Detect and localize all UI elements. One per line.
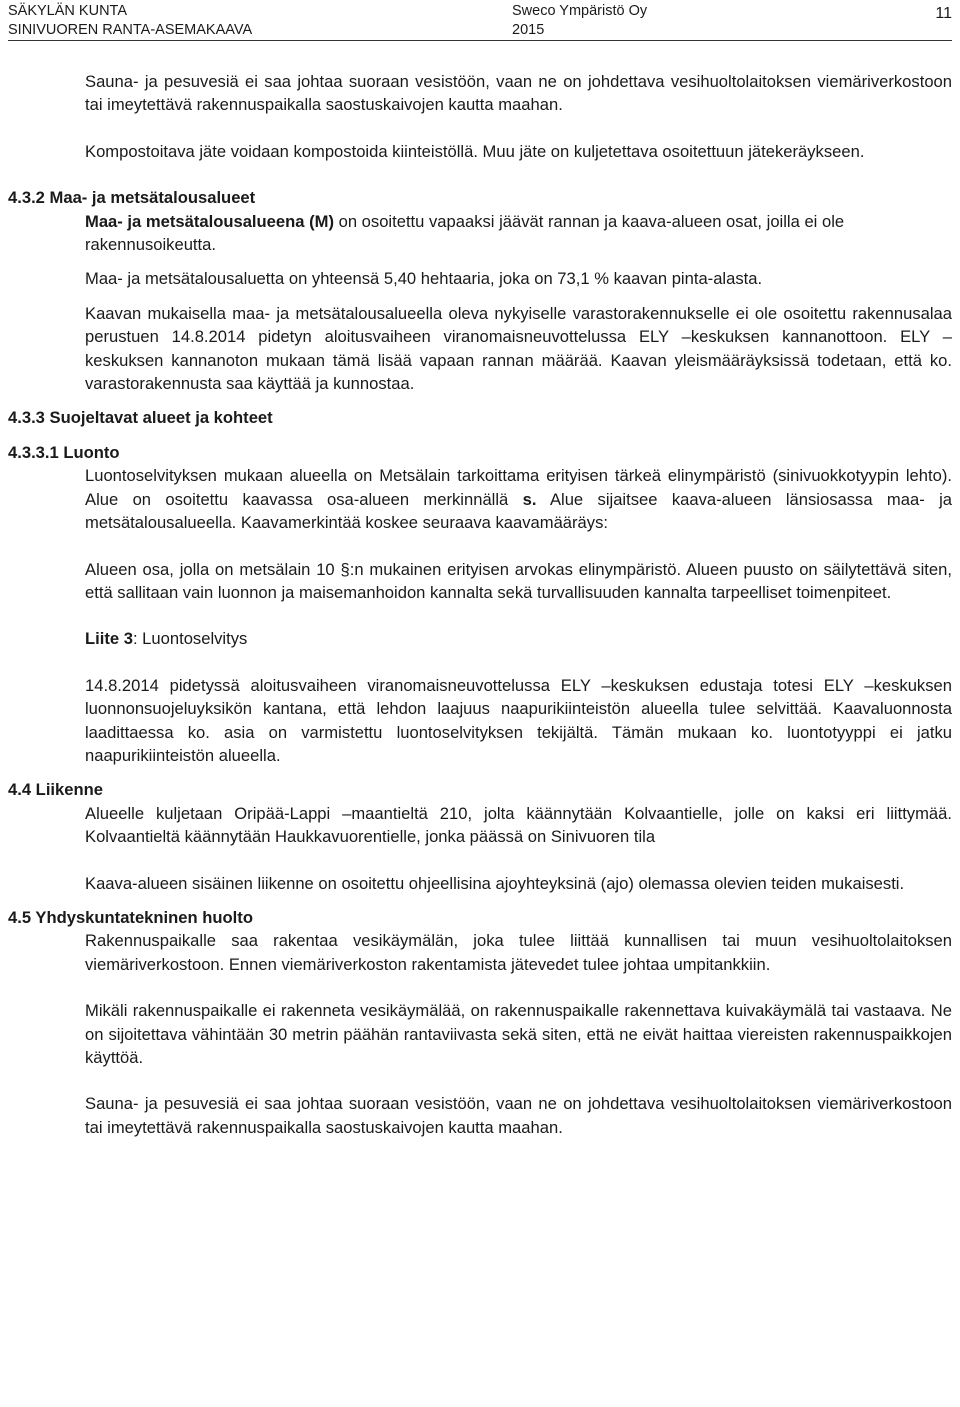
bold-marking-s: s. (522, 489, 537, 509)
paragraph-plan-regulation: Alueen osa, jolla on metsälain 10 §:n mukainen erityisen arvokas elinympäristö. Alueen puusto on säilytettävä siten, että sallitaan vain luonnon ja maisemanhoidon kannalta sekä turvallisuuden kannalta tarpeelliset toimenpiteet. (85, 559, 952, 602)
paragraph-sauna-water-2: Sauna- ja pesuvesiä ei saa johtaa suoraan vesistöön, vaan ne on johdettava vesihuoltolaitoksen viemäriverkostoon tai imeytettävä rakennuspaikalla saostuskaivojen kautta maahan. (85, 1094, 952, 1137)
heading-4-3-3-1: 4.3.3.1 Luonto (8, 442, 120, 462)
attachment-label: Liite 3 (85, 629, 133, 649)
heading-4-3-2: 4.3.2 Maa- ja metsätalousalueet (8, 188, 256, 208)
paragraph-m-area: Maa- ja metsätalousalueena (M) on osoitettu vapaaksi jäävät rannan ja kaava-alueen osat, joilla ei ole rakennusoikeutta. (85, 211, 845, 255)
heading-4-5: 4.5 Yhdyskuntatekninen huolto (8, 907, 253, 927)
heading-4-3-3: 4.3.3 Suojeltavat alueet ja kohteet (8, 408, 273, 428)
header-middle (512, 2, 647, 40)
paragraph-access-road: Alueelle kuljetaan Oripää-Lappi –maantieltä 210, jolta käännytään Kolvaantielle, jolle on kaksi eri liittymää. Kolvaantieltä käännytään Haukkavuorentielle, jonka päässä on Sinivuoren tila (85, 803, 952, 847)
heading-4-4: 4.4 Liikenne (8, 780, 103, 800)
paragraph-sauna-water: Sauna- ja pesuvesiä ei saa johtaa suoraan vesistöön, vaan ne on johdettava vesihuoltolaitoksen viemäriverkostoon tai imeytettävä rakennuspaikalla saostuskaivojen kautta maahan. (85, 72, 952, 115)
attachment-reference: Liite 3: Luontoselvitys (85, 629, 248, 649)
header-year: 2015 (512, 22, 545, 38)
header-plan: SINIVUOREN RANTA-ASEMAKAAVA (8, 22, 253, 38)
header-org: SÄKYLÄN KUNTA (8, 3, 127, 19)
paragraph-water-toilet: Rakennuspaikalle saa rakentaa vesikäymälän, joka tulee liittää kunnallisen tai muun vesihuoltolaitoksen viemäriverkostoon. Ennen viemäriverkoston rakentamista jätevedet tulee johtaa umpitankkiin. (85, 931, 952, 974)
header-left (8, 2, 252, 40)
paragraph-storage-building: Kaavan mukaisella maa- ja metsätalousalueella oleva nykyiselle varastorakennukselle ei ole osoitettu rakennusalaa perustuen 14.8.2014 pidetyn aloitusvaiheen viranomaisneuvottelussa ELY –keskuksen kannanottoon. ELY –keskuksen kannanoton mukaan tämä lisää vapaan rannan määrää. Kaavan yleismääräyksissä todetaan, että ko. varastorakennusta saa käyttää ja kunnostaa. (85, 303, 952, 394)
paragraph-internal-traffic: Kaava-alueen sisäinen liikenne on osoitettu ohjeellisina ajoyhteyksinä (ajo) olemassa olevien teiden mukaisesti. (85, 873, 905, 893)
page-number: 11 (935, 5, 952, 22)
paragraph-compost: Kompostoitava jäte voidaan kompostoida kiinteistöllä. Muu jäte on kuljetettava osoitettuun jätekeräykseen. (85, 141, 865, 161)
header-rule (8, 40, 952, 41)
paragraph-dry-toilet: Mikäli rakennuspaikalle ei rakenneta vesikäymälää, on rakennuspaikalle rakennettava kuivakäymälä tai vastaava. Ne on sijoitettava vähintään 30 metrin päähän rantaviivasta sekä siten, että ne eivät haittaa viereisten rakennuspaikkojen käyttöä. (85, 1001, 952, 1067)
paragraph-m-area-size: Maa- ja metsätalousaluetta on yhteensä 5,40 hehtaaria, joka on 73,1 % kaavan pinta-alasta. (85, 269, 763, 289)
page-header (8, 2, 952, 40)
paragraph-ely-statement: 14.8.2014 pidetyssä aloitusvaiheen viranomaisneuvottelussa ELY –keskuksen edustaja totesi ELY –keskuksen luonnonsuojeluyksikön kantana, että lehdon laajuus naapurikiinteistön alueella tulee selvittää. Kaavaluonnosta laadittaessa ko. asia on varmistettu luontoselvityksen tekijältä. Tämän mukaan ko. luontotyyppi ei jatku naapurikiinteistön alueella. (85, 675, 952, 765)
header-company: Sweco Ympäristö Oy (512, 3, 648, 19)
bold-term-m-area: Maa- ja metsätalousalueena (M) (85, 211, 334, 231)
document-body (0, 70, 960, 1139)
paragraph-nature-survey: Luontoselvityksen mukaan alueella on Metsälain tarkoittama erityisen tärkeä elinympäristö (sinivuokkotyypin lehto). Alue on osoitettu kaavassa osa-alueen merkinnällä s. Alue sijaitsee kaava-alueen länsiosassa maa- ja metsätalousalueella. Kaavamerkintää koskee seuraava kaavamääräys: (85, 466, 952, 533)
